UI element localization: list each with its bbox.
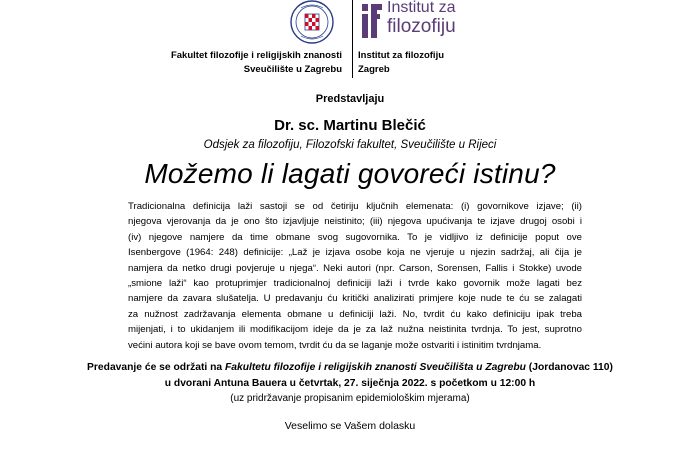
- venue-prefix: Predavanje će se održati na: [87, 362, 225, 373]
- presents-label: Predstavljaju: [315, 93, 385, 105]
- speaker-department: Odsjek za filozofiju, Filozofski fakultet, Sveučilište u Rijeci: [203, 139, 497, 151]
- venue-line-1: [0, 362, 700, 373]
- institute-mark-icon: [360, 0, 384, 40]
- abstract-line: za nužnost zadržavanja elementa obmane u definiciji laži. No, tvrdit ću kako definiciju ipak treba: [128, 308, 582, 320]
- institute-name: Institut za filozofiju: [358, 50, 445, 61]
- closing-text: Veselimo se Vašem dolasku: [284, 420, 416, 432]
- faculty-name: Fakultet filozofije i religijskih znanosti: [170, 50, 342, 61]
- abstract-line: većini autora koji se bave ovom temom, tvrdit ću da se laganje može ostvariti i istinitim tvrdnjama.: [128, 339, 542, 351]
- institute-affiliation: [352, 49, 558, 77]
- epidemiological-note: (uz pridržavanje propisanim epidemiološkim mjerama): [230, 393, 470, 404]
- venue-line-2: u dvorani Antuna Bauera u četvrtak, 27. siječnja 2022. s početkom u 12:00 h: [164, 378, 536, 389]
- institute-logo-line1: Institut za: [387, 0, 456, 16]
- abstract-line: Isenbergove (1964: 248) definicije: „Laž je izjava osobe koja ne vjeruje u njezin sadržaj, ali čija je: [128, 247, 582, 259]
- faculty-affiliation: [82, 49, 348, 77]
- abstract-line: (iv) njegove namjere da time obmane svog sugovornika. To je vidljivo iz definicije poput ove: [128, 231, 582, 243]
- faculty-university: Sveučilište u Zagrebu: [243, 64, 342, 75]
- institute-logo-text: [387, 0, 507, 36]
- speaker-name: Dr. sc. Martinu Blečić: [274, 117, 426, 134]
- abstract-line: njegova vjerovanja da je ono što izjavljuje neistinito; (iii) njegova upućivanja te izjave drugoj osobi i: [128, 216, 582, 228]
- lecture-title: Možemo li lagati govoreći istinu?: [144, 158, 556, 189]
- abstract-line: „smione laži“ kao protuprimjer tradicionalnoj definiciji laži i tvrde kako govornik može lagati bez: [128, 278, 582, 290]
- header: [0, 0, 700, 85]
- faculty-seal-icon: [287, 0, 337, 44]
- abstract-line: namjere da zavara slušatelja. U predavanju ću kritički analizirati primjere koje nude te ću se zalagati: [128, 293, 582, 305]
- abstract-line: namjera da netko drugi povjeruje u njega“. Neki autori (npr. Carson, Sorensen, Fallis i Stokke) uvode: [128, 262, 582, 274]
- abstract-line: Tradicionalna definicija laži sastoji se od četiriju ključnih elemenata: (i) govornikove izjave; (ii): [128, 201, 582, 212]
- lecture-abstract: [128, 199, 582, 353]
- venue-faculty: Fakultetu filozofije i religijskih znanosti Sveučilišta u Zagrebu: [224, 362, 526, 373]
- institute-city: Zagreb: [358, 64, 390, 75]
- abstract-line: mijenjati, i to ukidanjem ili modifikacijom ideje da je za laž nužna neistinita tvrdnja. To jest, suprotno: [128, 324, 582, 336]
- venue-address: (Jordanovac 110): [525, 362, 613, 373]
- institute-logo-line2: filozofiju: [387, 16, 456, 37]
